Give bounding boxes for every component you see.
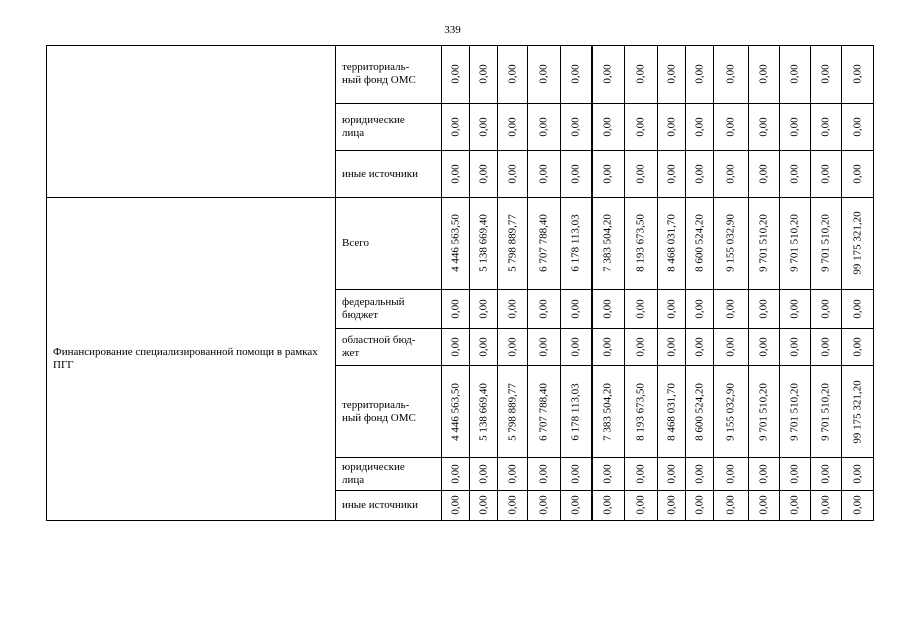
value-cell: [470, 197, 498, 289]
funding-source-cell: иные источники: [336, 151, 442, 198]
value-text: 4 446 563,50: [449, 382, 461, 441]
value-cell: [749, 151, 780, 198]
value-text: 0,00: [634, 299, 647, 319]
value-cell: [842, 103, 874, 151]
value-cell: [842, 366, 874, 458]
value-cell: [625, 328, 658, 365]
value-cell: [625, 46, 658, 104]
value-text: 0,00: [724, 495, 737, 515]
value-text: 0,00: [851, 64, 863, 84]
value-cell: [749, 103, 780, 151]
value-text: 0,00: [819, 64, 832, 84]
value-text: 0,00: [724, 64, 737, 84]
value-cell: [811, 328, 842, 365]
value-cell: [658, 197, 686, 289]
value-cell: [714, 490, 749, 520]
value-cell: [842, 458, 874, 490]
value-cell: [686, 490, 714, 520]
value-cell: [442, 197, 470, 289]
value-cell: [592, 197, 625, 289]
value-text: 0,00: [601, 64, 614, 84]
value-text: 0,00: [506, 64, 518, 84]
value-text: 8 468 031,70: [665, 382, 677, 441]
value-text: 0,00: [537, 337, 550, 357]
value-text: 0,00: [757, 299, 770, 319]
value-text: 0,00: [477, 117, 489, 137]
value-cell: [625, 458, 658, 490]
value-text: 0,00: [665, 117, 677, 137]
funding-source-cell: Всего: [336, 197, 442, 289]
value-cell: [498, 458, 528, 490]
value-cell: [686, 46, 714, 104]
value-cell: [714, 197, 749, 289]
value-text: 0,00: [693, 299, 705, 319]
value-text: 9 701 510,20: [757, 214, 770, 273]
value-text: 0,00: [757, 464, 770, 484]
value-text: 0,00: [477, 337, 489, 357]
value-text: 0,00: [449, 464, 461, 484]
value-text: 0,00: [601, 164, 614, 184]
value-cell: [686, 151, 714, 198]
value-cell: [714, 366, 749, 458]
value-cell: [780, 151, 811, 198]
value-text: 9 155 032,90: [724, 214, 737, 273]
value-cell: [658, 103, 686, 151]
value-text: 0,00: [537, 117, 550, 137]
value-text: 0,00: [506, 495, 518, 515]
value-cell: [592, 328, 625, 365]
value-text: 0,00: [665, 495, 677, 515]
value-text: 0,00: [477, 299, 489, 319]
value-text: 0,00: [634, 337, 647, 357]
funding-source-cell: иные источники: [336, 490, 442, 520]
value-text: 9 701 510,20: [788, 382, 801, 441]
value-cell: [780, 458, 811, 490]
value-text: 0,00: [477, 495, 489, 515]
value-cell: [842, 328, 874, 365]
value-text: 0,00: [506, 337, 518, 357]
value-cell: [442, 458, 470, 490]
funding-source-cell: территориаль- ный фонд ОМС: [336, 366, 442, 458]
value-text: 0,00: [569, 64, 582, 84]
value-text: 0,00: [757, 117, 770, 137]
value-cell: [714, 46, 749, 104]
value-text: 0,00: [851, 299, 863, 319]
value-text: 0,00: [601, 299, 614, 319]
value-text: 0,00: [757, 495, 770, 515]
value-text: 0,00: [724, 117, 737, 137]
value-text: 0,00: [569, 495, 582, 515]
value-text: 6 707 788,40: [537, 214, 550, 273]
value-cell: [811, 490, 842, 520]
value-cell: [528, 151, 561, 198]
value-cell: [561, 328, 592, 365]
value-text: 0,00: [537, 299, 550, 319]
value-cell: [561, 490, 592, 520]
value-text: 0,00: [601, 464, 614, 484]
value-cell: [625, 490, 658, 520]
value-cell: [470, 458, 498, 490]
value-text: 0,00: [449, 495, 461, 515]
value-cell: [658, 366, 686, 458]
value-cell: [592, 151, 625, 198]
value-cell: [686, 290, 714, 328]
value-cell: [592, 458, 625, 490]
value-text: 0,00: [569, 164, 582, 184]
value-text: 0,00: [851, 164, 863, 184]
value-text: 0,00: [788, 64, 801, 84]
value-text: 0,00: [819, 117, 832, 137]
value-cell: [498, 290, 528, 328]
value-cell: [749, 290, 780, 328]
value-cell: [686, 366, 714, 458]
value-cell: [442, 366, 470, 458]
value-cell: [658, 328, 686, 365]
value-cell: [658, 458, 686, 490]
value-text: 0,00: [665, 299, 677, 319]
value-text: 5 138 669,40: [477, 382, 489, 441]
value-text: 0,00: [693, 64, 705, 84]
value-cell: [780, 328, 811, 365]
value-cell: [498, 46, 528, 104]
value-text: 0,00: [851, 117, 863, 137]
value-cell: [528, 290, 561, 328]
value-text: 0,00: [506, 464, 518, 484]
value-cell: [749, 490, 780, 520]
value-cell: [561, 151, 592, 198]
value-text: 0,00: [757, 64, 770, 84]
value-text: 9 155 032,90: [724, 382, 737, 441]
value-cell: [686, 197, 714, 289]
value-text: 99 175 321,20: [851, 379, 863, 444]
value-text: 0,00: [788, 464, 801, 484]
value-text: 9 701 510,20: [819, 214, 832, 273]
value-cell: [561, 458, 592, 490]
value-cell: [811, 290, 842, 328]
value-cell: [470, 46, 498, 104]
value-text: 9 701 510,20: [788, 214, 801, 273]
value-cell: [528, 366, 561, 458]
indicator-name-cell: [47, 46, 336, 198]
value-text: 0,00: [537, 164, 550, 184]
value-cell: [811, 103, 842, 151]
value-cell: [498, 490, 528, 520]
value-cell: [811, 458, 842, 490]
value-cell: [561, 46, 592, 104]
value-text: 5 798 889,77: [506, 382, 518, 441]
value-cell: [714, 458, 749, 490]
value-cell: [470, 490, 498, 520]
value-text: 0,00: [477, 64, 489, 84]
value-cell: [749, 197, 780, 289]
value-text: 0,00: [634, 495, 647, 515]
value-text: 0,00: [788, 117, 801, 137]
value-text: 0,00: [634, 164, 647, 184]
value-text: 4 446 563,50: [449, 214, 461, 273]
value-cell: [780, 290, 811, 328]
value-cell: [658, 46, 686, 104]
value-text: 0,00: [724, 464, 737, 484]
value-text: 0,00: [601, 495, 614, 515]
funding-source-cell: федеральный бюджет: [336, 290, 442, 328]
value-text: 0,00: [477, 164, 489, 184]
financing-table: [46, 45, 874, 521]
value-cell: [625, 151, 658, 198]
value-text: 0,00: [601, 337, 614, 357]
value-text: 0,00: [724, 299, 737, 319]
value-cell: [780, 490, 811, 520]
value-text: 0,00: [449, 164, 461, 184]
table-row: [47, 46, 874, 104]
value-cell: [842, 151, 874, 198]
value-cell: [749, 328, 780, 365]
value-text: 0,00: [634, 117, 647, 137]
value-cell: [592, 46, 625, 104]
value-cell: [561, 103, 592, 151]
value-text: 6 178 113,03: [569, 214, 582, 273]
value-text: 8 193 673,50: [634, 382, 647, 441]
funding-source-cell: областной бюд- жет: [336, 328, 442, 365]
value-cell: [686, 103, 714, 151]
value-text: 0,00: [449, 117, 461, 137]
value-cell: [842, 46, 874, 104]
value-cell: [686, 328, 714, 365]
value-text: 8 600 524,20: [693, 382, 705, 441]
value-cell: [811, 151, 842, 198]
value-cell: [528, 46, 561, 104]
value-text: 0,00: [634, 464, 647, 484]
value-cell: [528, 103, 561, 151]
value-text: 0,00: [506, 299, 518, 319]
value-text: 0,00: [569, 299, 582, 319]
value-cell: [686, 458, 714, 490]
value-cell: [625, 103, 658, 151]
value-cell: [561, 290, 592, 328]
value-text: 0,00: [569, 464, 582, 484]
value-text: 0,00: [693, 164, 705, 184]
value-cell: [442, 103, 470, 151]
value-cell: [592, 290, 625, 328]
value-text: 0,00: [449, 337, 461, 357]
value-text: 0,00: [693, 337, 705, 357]
value-cell: [442, 290, 470, 328]
value-cell: [625, 197, 658, 289]
value-text: 0,00: [449, 299, 461, 319]
value-text: 0,00: [537, 64, 550, 84]
value-text: 0,00: [851, 495, 863, 515]
value-cell: [498, 103, 528, 151]
page-number: 339: [444, 24, 461, 36]
value-text: 7 383 504,20: [601, 214, 614, 273]
value-cell: [470, 103, 498, 151]
value-text: 0,00: [757, 337, 770, 357]
funding-source-cell: территориаль- ный фонд ОМС: [336, 46, 442, 104]
value-cell: [658, 151, 686, 198]
value-text: 0,00: [569, 337, 582, 357]
value-cell: [442, 46, 470, 104]
value-cell: [442, 151, 470, 198]
value-cell: [561, 366, 592, 458]
value-cell: [780, 197, 811, 289]
value-text: 8 600 524,20: [693, 214, 705, 273]
value-text: 0,00: [724, 337, 737, 357]
value-cell: [592, 366, 625, 458]
value-cell: [625, 366, 658, 458]
value-text: 0,00: [819, 464, 832, 484]
value-cell: [528, 197, 561, 289]
value-text: 7 383 504,20: [601, 382, 614, 441]
value-cell: [592, 103, 625, 151]
value-text: 0,00: [788, 337, 801, 357]
value-text: 0,00: [693, 495, 705, 515]
value-cell: [470, 151, 498, 198]
value-cell: [780, 46, 811, 104]
value-text: 0,00: [851, 337, 863, 357]
value-text: 6 178 113,03: [569, 382, 582, 441]
value-text: 9 701 510,20: [819, 382, 832, 441]
value-cell: [561, 197, 592, 289]
value-cell: [811, 46, 842, 104]
value-cell: [780, 366, 811, 458]
value-text: 0,00: [819, 164, 832, 184]
value-text: 0,00: [819, 495, 832, 515]
value-cell: [658, 290, 686, 328]
value-cell: [714, 151, 749, 198]
indicator-name-cell: Финансирование специализированной помощи в рамках ПГГ: [47, 197, 336, 520]
value-text: 0,00: [819, 299, 832, 319]
value-cell: [442, 328, 470, 365]
value-cell: [498, 197, 528, 289]
value-cell: [442, 490, 470, 520]
value-cell: [470, 290, 498, 328]
value-text: 0,00: [819, 337, 832, 357]
value-text: 0,00: [601, 117, 614, 137]
value-cell: [714, 103, 749, 151]
value-text: 0,00: [506, 117, 518, 137]
table-row: [47, 197, 874, 289]
value-text: 0,00: [665, 164, 677, 184]
value-cell: [842, 490, 874, 520]
value-text: 8 193 673,50: [634, 214, 647, 273]
value-text: 0,00: [506, 164, 518, 184]
value-cell: [658, 490, 686, 520]
value-cell: [470, 328, 498, 365]
value-cell: [749, 366, 780, 458]
value-text: 99 175 321,20: [851, 211, 863, 276]
value-cell: [749, 46, 780, 104]
value-cell: [498, 366, 528, 458]
value-text: 0,00: [788, 299, 801, 319]
value-text: 0,00: [851, 464, 863, 484]
value-cell: [625, 290, 658, 328]
value-cell: [592, 490, 625, 520]
value-text: 5 798 889,77: [506, 214, 518, 273]
value-text: 0,00: [665, 464, 677, 484]
value-text: 0,00: [665, 64, 677, 84]
value-cell: [528, 328, 561, 365]
value-cell: [749, 458, 780, 490]
value-text: 0,00: [537, 495, 550, 515]
value-text: 8 468 031,70: [665, 214, 677, 273]
table-body: [47, 46, 874, 521]
value-text: 0,00: [665, 337, 677, 357]
value-text: 9 701 510,20: [757, 382, 770, 441]
value-text: 0,00: [477, 464, 489, 484]
value-cell: [528, 490, 561, 520]
value-text: 5 138 669,40: [477, 214, 489, 273]
value-text: 0,00: [693, 464, 705, 484]
value-cell: [780, 103, 811, 151]
value-cell: [842, 197, 874, 289]
value-cell: [842, 290, 874, 328]
funding-source-cell: юридические лица: [336, 458, 442, 490]
value-text: 0,00: [569, 117, 582, 137]
value-cell: [714, 328, 749, 365]
value-text: 0,00: [724, 164, 737, 184]
value-cell: [470, 366, 498, 458]
value-cell: [528, 458, 561, 490]
value-text: 0,00: [693, 117, 705, 137]
funding-source-cell: юридические лица: [336, 103, 442, 151]
value-text: 0,00: [449, 64, 461, 84]
value-text: 0,00: [788, 164, 801, 184]
value-cell: [811, 366, 842, 458]
value-text: 0,00: [788, 495, 801, 515]
value-text: 0,00: [757, 164, 770, 184]
value-cell: [714, 290, 749, 328]
value-cell: [498, 328, 528, 365]
value-text: 6 707 788,40: [537, 382, 550, 441]
value-cell: [498, 151, 528, 198]
value-cell: [811, 197, 842, 289]
value-text: 0,00: [634, 64, 647, 84]
value-text: 0,00: [537, 464, 550, 484]
